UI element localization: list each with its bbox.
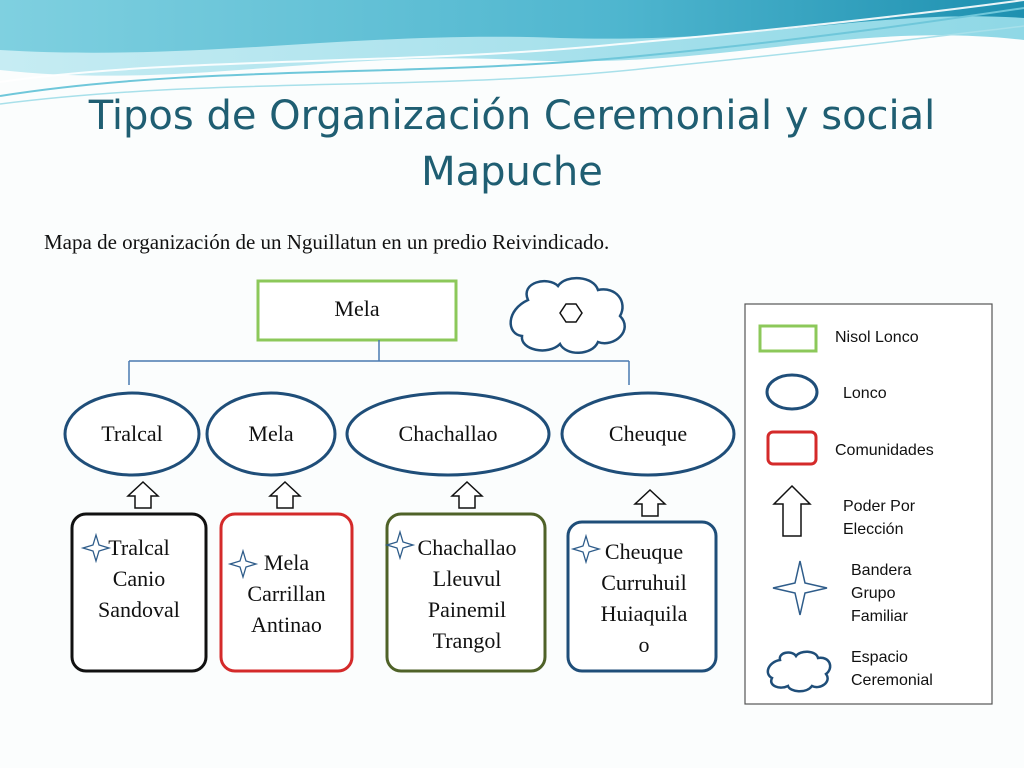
legend-line: Ceremonial	[851, 672, 933, 689]
comunidad-line: Cheuque	[604, 539, 684, 564]
legend-line: Poder Por	[843, 498, 916, 515]
comunidad-line: Sandoval	[98, 597, 180, 622]
lonco-label-2: Mela	[248, 421, 294, 446]
comunidad-line: Lleuvul	[432, 566, 502, 591]
comunidad-line: Mela	[263, 550, 310, 575]
legend-nisol-swatch	[760, 326, 816, 351]
comunidad-text-1	[72, 532, 206, 625]
espacio-ceremonial-cloud	[511, 278, 625, 353]
comunidad-line: Trangol	[432, 628, 502, 653]
up-arrow-icon	[452, 482, 482, 508]
legend-comunidad-swatch	[768, 432, 816, 464]
legend-line: Elección	[843, 521, 904, 538]
slide-title-line-2: Mapuche	[421, 149, 603, 195]
nisol-lonco-label: Mela	[334, 296, 380, 321]
up-arrow-icons	[128, 482, 665, 516]
legend-label-poder-por-eleccion	[843, 495, 915, 541]
legend-label-bandera-grupo-familiar	[851, 559, 912, 628]
comunidad-line: Tralcal	[108, 535, 170, 560]
legend-line: Familiar	[851, 608, 908, 625]
legend-label-nisol-lonco: Nisol Lonco	[835, 329, 919, 346]
comunidad-line: Antinao	[251, 612, 322, 637]
legend-label-lonco: Lonco	[843, 385, 887, 402]
up-arrow-icon	[128, 482, 158, 508]
legend-line: Grupo	[851, 585, 896, 602]
up-arrow-icon	[635, 490, 665, 516]
up-arrow-icon	[270, 482, 300, 508]
comunidad-line: Canio	[112, 566, 166, 591]
comunidad-text-2	[221, 547, 352, 640]
comunidad-line: Huiaquila	[600, 601, 688, 626]
lonco-label-4: Cheuque	[608, 421, 688, 446]
comunidad-text-4	[574, 536, 714, 660]
legend-line: Espacio	[851, 649, 908, 666]
comunidad-text-3	[392, 532, 542, 656]
lonco-label-1: Tralcal	[101, 421, 163, 446]
hexagon-icon	[560, 304, 582, 322]
comunidad-line: o	[638, 632, 650, 657]
lonco-label-3: Chachallao	[398, 421, 498, 446]
comunidad-line: Chachallao	[417, 535, 517, 560]
comunidad-line: Carrillan	[247, 581, 326, 606]
slide-title-line-1: Tipos de Organización Ceremonial y social	[88, 93, 936, 139]
slide-subtitle: Mapa de organización de un Nguillatun en un predio Reivindicado.	[44, 230, 610, 254]
legend-label-espacio-ceremonial	[851, 646, 933, 692]
comunidad-line: Painemil	[427, 597, 507, 622]
legend-lonco-swatch	[767, 375, 817, 409]
legend-line: Bandera	[851, 562, 912, 579]
legend-label-comunidades: Comunidades	[835, 442, 934, 459]
comunidad-line: Curruhuil	[601, 570, 687, 595]
